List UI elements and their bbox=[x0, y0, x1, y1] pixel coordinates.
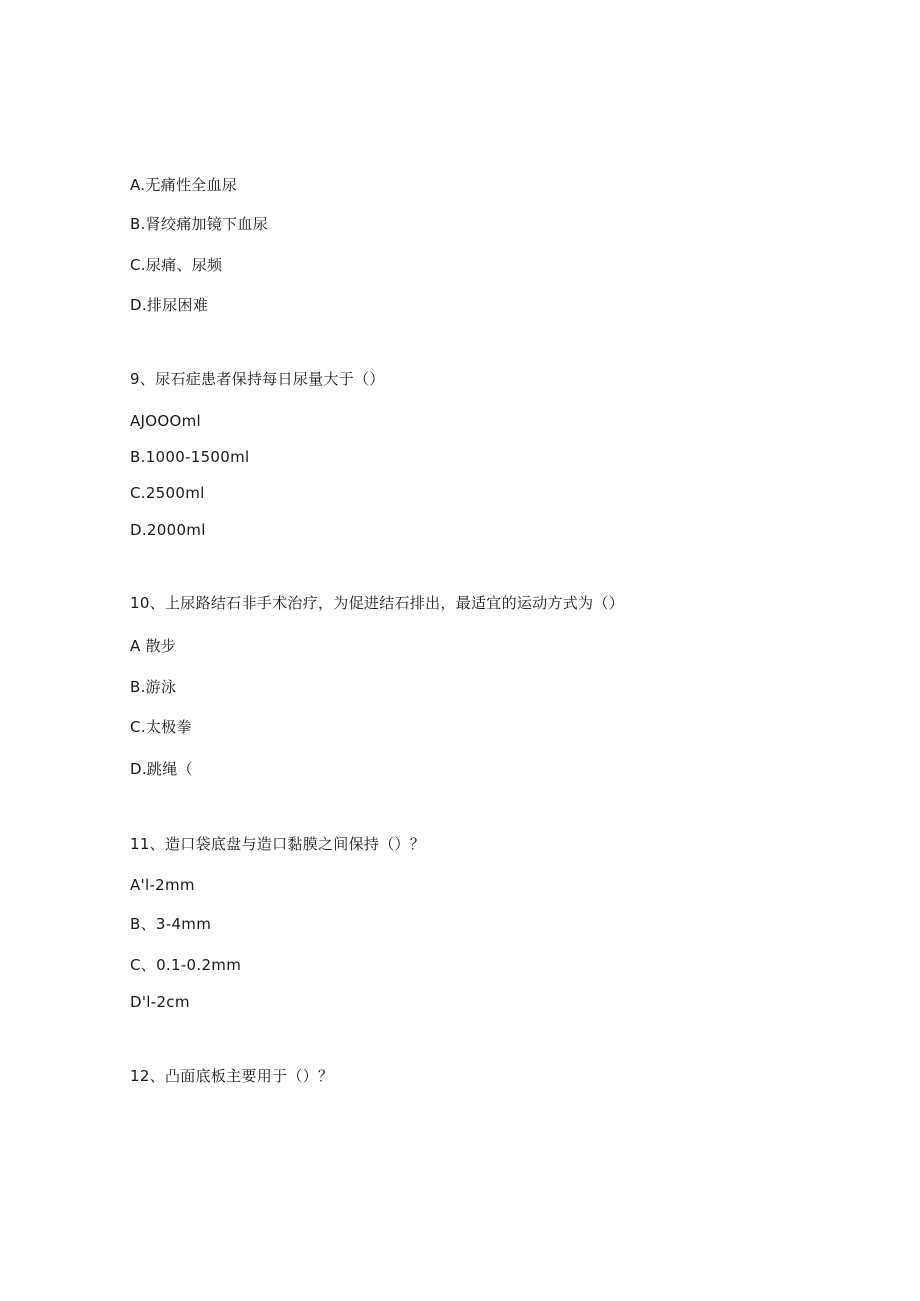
q9-option-d: D.2000ml bbox=[130, 521, 206, 539]
q8-option-a: A.无痛性全血尿 bbox=[130, 176, 238, 194]
q11-option-a: A'l-2mm bbox=[130, 876, 195, 894]
q10-option-d: D.跳绳（ bbox=[130, 760, 193, 778]
q8-option-b: B.肾绞痛加镜下血尿 bbox=[130, 215, 269, 233]
q9-stem: 9、尿石症患者保持每日尿量大于（） bbox=[130, 370, 385, 388]
q11-stem: 11、造口袋底盘与造口黏膜之间保持（）？ bbox=[130, 835, 426, 853]
q11-option-b: B、3-4mm bbox=[130, 915, 212, 933]
q10-option-c: C.太极拳 bbox=[130, 718, 192, 736]
q12-stem: 12、凸面底板主要用于（）？ bbox=[130, 1067, 334, 1085]
q10-option-a: A 散步 bbox=[130, 637, 177, 655]
q10-stem: 10、上尿路结石非手术治疗，为促进结石排出，最适宜的运动方式为（） bbox=[130, 594, 624, 612]
q11-option-d: D'l-2cm bbox=[130, 993, 190, 1011]
q8-option-c: C.尿痛、尿频 bbox=[130, 256, 223, 274]
q9-option-c: C.2500ml bbox=[130, 484, 205, 502]
q9-option-b: B.1000-1500ml bbox=[130, 448, 250, 466]
q9-option-a: AJOOOml bbox=[130, 412, 201, 430]
q10-option-b: B.游泳 bbox=[130, 678, 177, 696]
q11-option-c: C、0.1-0.2mm bbox=[130, 956, 242, 974]
q8-option-d: D.排尿困难 bbox=[130, 296, 209, 314]
